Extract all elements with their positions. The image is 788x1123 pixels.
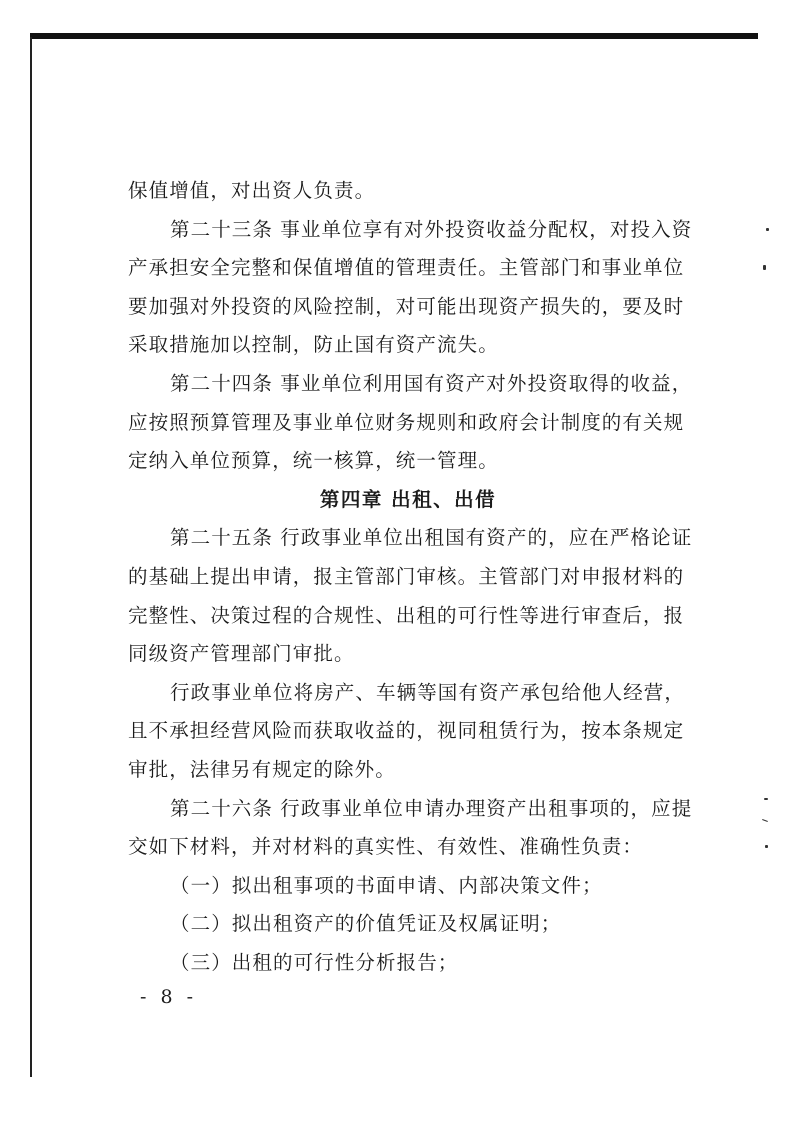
text-line: 且不承担经营风险而获取收益的，视同租赁行为，按本条规定	[128, 719, 685, 743]
text-line: 保值增值，对出资人负责。	[128, 179, 376, 202]
text-line: 要加强对外投资的风险控制，对可能出现资产损失的，要及时	[128, 294, 685, 318]
text-line: 同级资产管理部门审批。	[128, 642, 355, 666]
text-line: 的基础上提出申请，报主管部门审核。主管部门对申报材料的	[128, 564, 685, 588]
scan-speck	[763, 265, 766, 270]
text-line: 完整性、决策过程的合规性、出租的可行性等进行审查后，报	[128, 603, 685, 627]
text-line: 第二十五条 行政事业单位出租国有资产的，应在严格论证	[170, 526, 693, 550]
text-line: （三）出租的可行性分析报告；	[170, 950, 459, 974]
scan-speck	[764, 798, 768, 800]
text-line: （一）拟出租事项的书面申请、内部决策文件；	[170, 873, 603, 897]
text-line: 审批，法律另有规定的除外。	[128, 757, 396, 781]
text-line: 行政事业单位将房产、车辆等国有资产承包给他人经营，	[170, 680, 686, 704]
text-line: （二）拟出租资产的价值凭证及权属证明；	[170, 912, 562, 936]
chapter-heading: 第四章 出租、出借	[319, 487, 497, 511]
text-line: 应按照预算管理及事业单位财务规则和政府会计制度的有关规	[128, 410, 685, 434]
text-line: 交如下材料，并对材料的真实性、有效性、准确性负责：	[128, 835, 644, 859]
scan-left-border	[30, 37, 32, 1077]
scan-top-border	[30, 33, 758, 39]
scan-speck	[765, 845, 768, 848]
text-line: 产承担安全完整和保值增值的管理责任。主管部门和事业单位	[128, 256, 685, 280]
text-line: 第二十六条 行政事业单位申请办理资产出租事项的，应提	[170, 796, 693, 820]
text-line: 采取措施加以控制，防止国有资产流失。	[128, 333, 499, 357]
text-line: 定纳入单位预算，统一核算，统一管理。	[128, 449, 499, 473]
document-body	[128, 172, 693, 982]
text-line: 第二十四条 事业单位利用国有资产对外投资取得的收益，	[170, 371, 693, 395]
page-number: - 8 -	[140, 986, 198, 1008]
scan-speck	[762, 819, 768, 822]
scan-speck	[766, 228, 769, 231]
text-line: 第二十三条 事业单位享有对外投资收益分配权，对投入资	[170, 217, 693, 241]
